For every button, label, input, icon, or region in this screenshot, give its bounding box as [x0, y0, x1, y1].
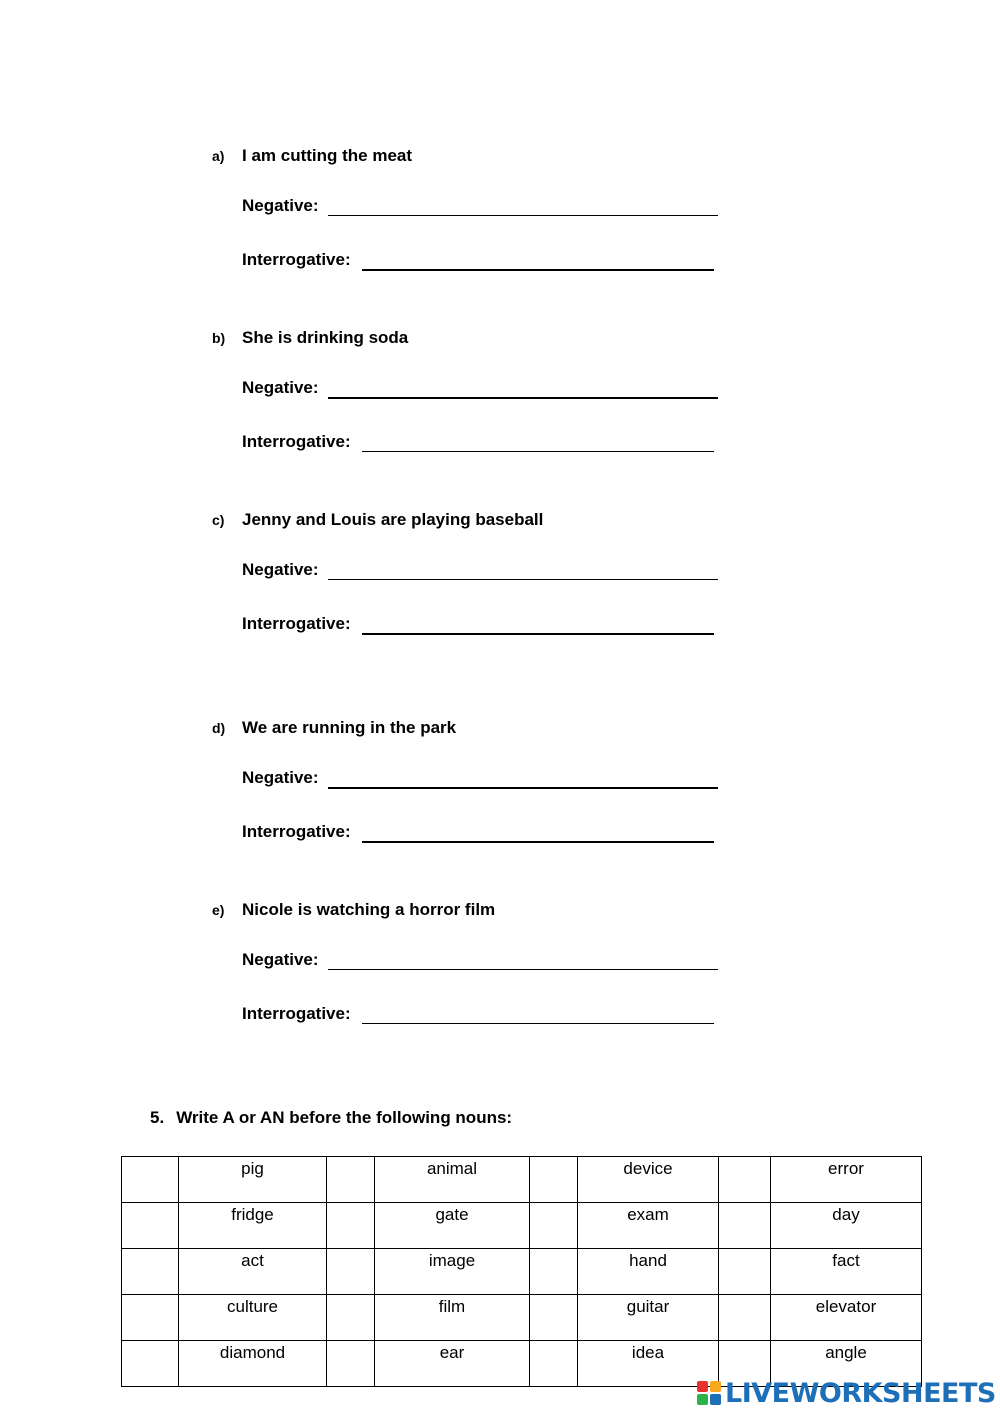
noun-cell: diamond: [179, 1341, 327, 1387]
noun-cell: ear: [375, 1341, 530, 1387]
item-letter: a): [212, 148, 225, 164]
logo-text: LIVEWORKSHEETS: [725, 1377, 996, 1409]
noun-cell: hand: [578, 1249, 719, 1295]
article-blank-cell[interactable]: [719, 1203, 771, 1249]
noun-cell: guitar: [578, 1295, 719, 1341]
table-row: [122, 1157, 922, 1203]
item-sentence: Jenny and Louis are playing baseball: [242, 510, 544, 529]
negative-answer-blank[interactable]: [328, 969, 718, 970]
item-sentence: She is drinking soda: [242, 328, 409, 347]
table-row: [122, 1203, 922, 1249]
article-blank-cell[interactable]: [530, 1341, 578, 1387]
noun-cell: film: [375, 1295, 530, 1341]
noun-cell: image: [375, 1249, 530, 1295]
table-row: [122, 1295, 922, 1341]
noun-cell: idea: [578, 1341, 719, 1387]
logo-square-red: [697, 1381, 708, 1392]
article-blank-cell[interactable]: [530, 1203, 578, 1249]
noun-cell: act: [179, 1249, 327, 1295]
article-blank-cell[interactable]: [122, 1249, 179, 1295]
item-sentence: We are running in the park: [242, 718, 457, 737]
exercise5-number: 5.: [150, 1108, 165, 1127]
interrogative-answer-blank[interactable]: [362, 841, 714, 843]
logo-square-green: [697, 1394, 708, 1405]
interrogative-label: Interrogative:: [242, 614, 351, 633]
interrogative-label: Interrogative:: [242, 822, 351, 841]
noun-cell: fact: [771, 1249, 922, 1295]
noun-cell: exam: [578, 1203, 719, 1249]
exercise5-title: [150, 1106, 512, 1130]
negative-label: Negative:: [242, 560, 319, 579]
negative-answer-blank[interactable]: [328, 579, 718, 580]
item-question: [212, 508, 752, 532]
exercise-item-d: [212, 716, 752, 841]
item-question: [212, 716, 752, 740]
article-blank-cell[interactable]: [327, 1249, 375, 1295]
liveworksheets-logo: [697, 1376, 997, 1410]
exercise5-instruction: Write A or AN before the following nouns:: [176, 1108, 513, 1127]
noun-cell: animal: [375, 1157, 530, 1203]
negative-answer-blank[interactable]: [328, 215, 718, 216]
item-sentence: I am cutting the meat: [242, 146, 413, 165]
article-blank-cell[interactable]: [327, 1203, 375, 1249]
table-row: [122, 1249, 922, 1295]
item-letter: b): [212, 330, 226, 346]
article-blank-cell[interactable]: [327, 1341, 375, 1387]
nouns-table: [121, 1156, 922, 1387]
negative-label: Negative:: [242, 950, 319, 969]
noun-cell: day: [771, 1203, 922, 1249]
article-blank-cell[interactable]: [530, 1295, 578, 1341]
article-blank-cell[interactable]: [122, 1203, 179, 1249]
noun-cell: device: [578, 1157, 719, 1203]
logo-square-blue: [710, 1394, 721, 1405]
item-question: [212, 144, 752, 168]
noun-cell: gate: [375, 1203, 530, 1249]
interrogative-answer-blank[interactable]: [362, 269, 714, 271]
noun-cell: elevator: [771, 1295, 922, 1341]
interrogative-answer-blank[interactable]: [362, 451, 714, 452]
interrogative-label: Interrogative:: [242, 1004, 351, 1023]
article-blank-cell[interactable]: [327, 1157, 375, 1203]
interrogative-answer-blank[interactable]: [362, 1023, 714, 1024]
negative-answer-blank[interactable]: [328, 397, 718, 399]
negative-label: Negative:: [242, 768, 319, 787]
logo-square-orange: [710, 1381, 721, 1392]
exercise-item-a: [212, 144, 752, 269]
exercise-item-c: [212, 508, 752, 633]
exercise-item-e: [212, 898, 752, 1023]
article-blank-cell[interactable]: [719, 1249, 771, 1295]
noun-cell: culture: [179, 1295, 327, 1341]
item-sentence: Nicole is watching a horror film: [242, 900, 496, 919]
noun-cell: error: [771, 1157, 922, 1203]
negative-answer-blank[interactable]: [328, 787, 718, 789]
article-blank-cell[interactable]: [122, 1157, 179, 1203]
article-blank-cell[interactable]: [719, 1295, 771, 1341]
article-blank-cell[interactable]: [530, 1157, 578, 1203]
article-blank-cell[interactable]: [122, 1295, 179, 1341]
noun-cell: pig: [179, 1157, 327, 1203]
article-blank-cell[interactable]: [530, 1249, 578, 1295]
interrogative-answer-blank[interactable]: [362, 633, 714, 635]
item-letter: d): [212, 720, 226, 736]
interrogative-label: Interrogative:: [242, 250, 351, 269]
item-question: [212, 898, 752, 922]
negative-label: Negative:: [242, 196, 319, 215]
item-question: [212, 326, 752, 350]
item-letter: c): [212, 512, 225, 528]
article-blank-cell[interactable]: [719, 1157, 771, 1203]
negative-label: Negative:: [242, 378, 319, 397]
interrogative-label: Interrogative:: [242, 432, 351, 451]
noun-cell: angle: [771, 1341, 922, 1387]
article-blank-cell[interactable]: [122, 1341, 179, 1387]
logo-icon: [697, 1378, 723, 1408]
noun-cell: fridge: [179, 1203, 327, 1249]
article-blank-cell[interactable]: [327, 1295, 375, 1341]
exercise-item-b: [212, 326, 752, 451]
item-letter: e): [212, 902, 225, 918]
